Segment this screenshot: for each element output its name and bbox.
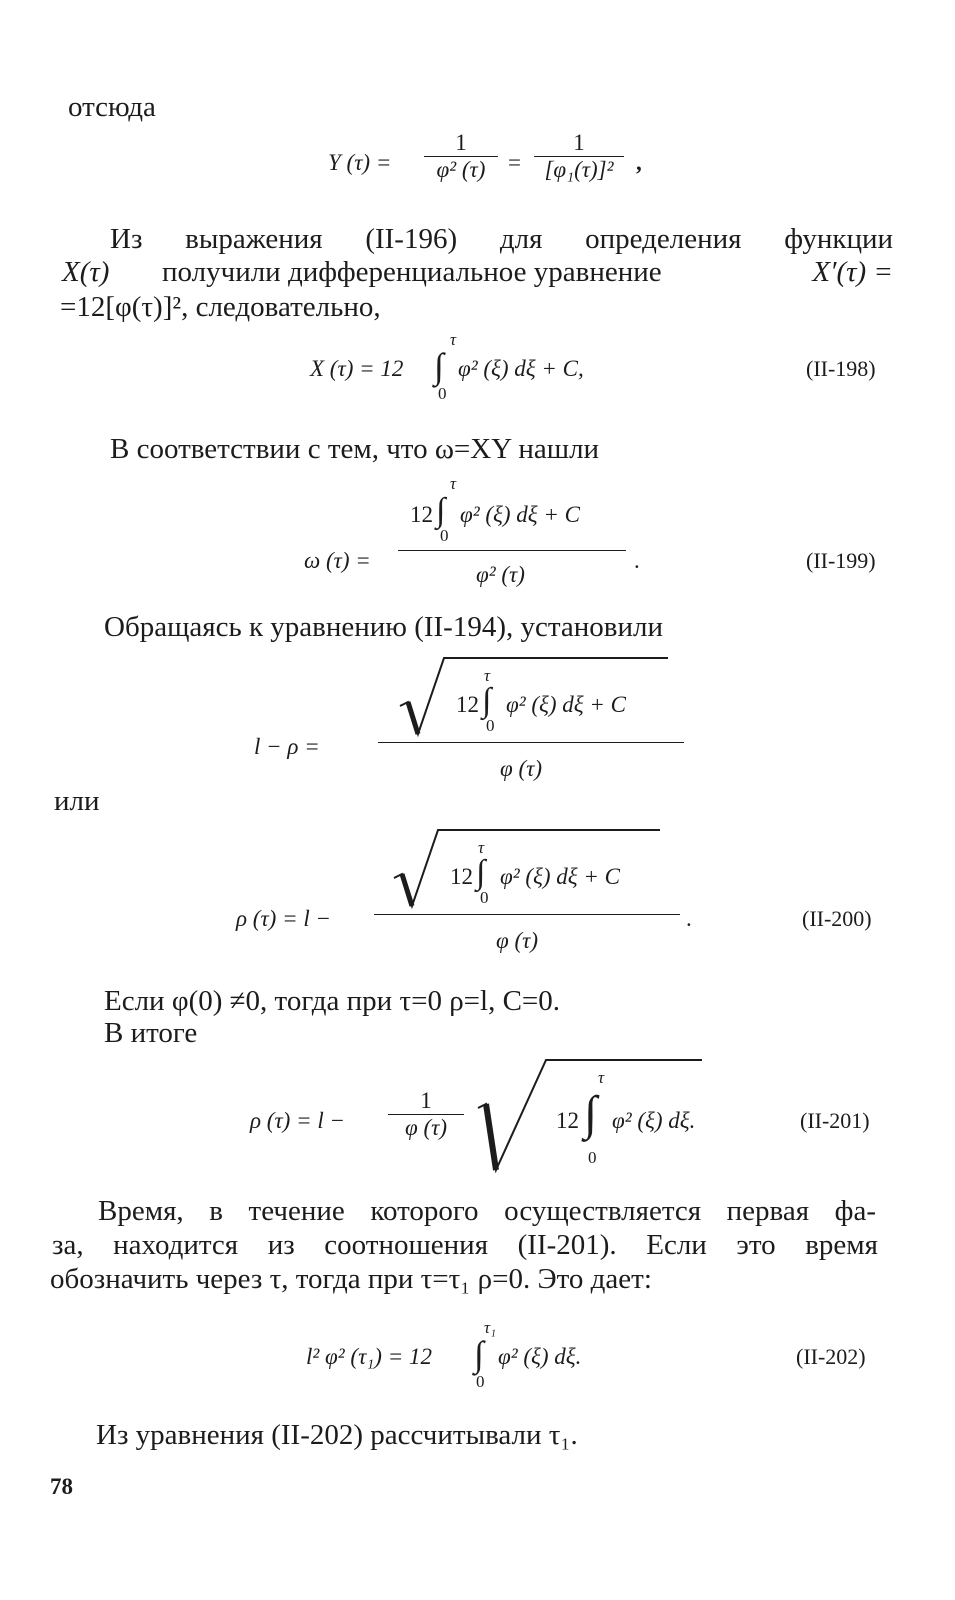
eq199-end: . — [634, 548, 640, 573]
eq202-lhs: l² φ² (τ₁) = 12 — [306, 1344, 432, 1369]
text-p6: Из уравнения (II-202) рассчитывали τ₁. — [96, 1419, 578, 1451]
eq-y-mid: = — [508, 150, 521, 175]
eq-y-lhs: Y (τ) = — [328, 150, 392, 175]
eq200-upper: τ — [478, 838, 485, 857]
eq199-fraction-bar — [398, 550, 626, 551]
eq201-integral-icon: ∫ — [584, 1087, 598, 1140]
eq-lrho-lower: 0 — [486, 716, 495, 735]
eq198-lower: 0 — [438, 384, 447, 403]
text-p1-line2b: получили дифференциальное уравнение — [162, 256, 662, 288]
eq-lrho-upper: τ — [484, 666, 491, 685]
text-p5-line2: за, находится из соотношения (II-201). Если это время — [52, 1229, 878, 1261]
eq-y-frac2 — [534, 130, 624, 183]
eq-lrho-num-integrand: φ² (ξ) dξ + C — [506, 692, 626, 717]
text-p2: В соответствии с тем, что ω=XY нашли — [110, 433, 600, 465]
eq200-end: . — [686, 906, 692, 931]
eq200-den: φ (τ) — [496, 928, 539, 953]
eq200-fraction-bar — [374, 914, 680, 915]
eq198-integrand: φ² (ξ) dξ + C, — [458, 356, 584, 381]
eq199-upper: τ — [450, 474, 457, 493]
page-number: 78 — [50, 1474, 73, 1499]
text-p3: Обращаясь к уравнению (II-194), установили — [104, 611, 663, 643]
eq201-coef: 12 — [556, 1108, 579, 1133]
eq198-lhs: X (τ) = 12 — [310, 356, 404, 381]
eq199-num-coef: 12 — [410, 502, 433, 527]
eq200-lower: 0 — [480, 888, 489, 907]
text-p5-line1: Время, в течение которого осуществляется первая фа- — [98, 1195, 876, 1227]
eq199-num-integrand: φ² (ξ) dξ + C — [460, 502, 580, 527]
eq201-lhs: ρ (τ) = l − — [250, 1108, 346, 1133]
text-p4-line2: В итоге — [104, 1017, 198, 1049]
eq202-label: (II-202) — [796, 1344, 866, 1369]
eq-y-n2: 1 — [534, 130, 624, 157]
eq200-lhs: ρ (τ) = l − — [236, 906, 332, 931]
eq201-n: 1 — [388, 1088, 464, 1115]
text-or: или — [54, 785, 100, 817]
text-p1-line3: =12[φ(τ)]², следовательно, — [60, 291, 381, 323]
eq199-label: (II-199) — [806, 548, 876, 573]
eq199-lower: 0 — [440, 526, 449, 545]
eq200-integral-icon: ∫ — [476, 854, 486, 891]
text-intro: отсюда — [68, 91, 156, 123]
eq-y-d1: φ² (τ) — [436, 157, 486, 182]
eq202-integrand: φ² (ξ) dξ. — [498, 1344, 582, 1369]
eq-lrho-den: φ (τ) — [500, 756, 543, 781]
eq-lrho-lhs: l − ρ = — [254, 734, 320, 759]
eq202-lower: 0 — [476, 1372, 485, 1391]
eq199-den: φ² (τ) — [476, 562, 525, 587]
eq-lrho-integral-icon: ∫ — [482, 682, 492, 719]
eq201-integrand: φ² (ξ) dξ. — [612, 1108, 696, 1133]
text-p1-line2a: X(τ) — [62, 256, 110, 288]
eq202-upper: τ₁ — [484, 1318, 496, 1337]
text-p1-line1: Из выражения (II-196) для определения функции — [110, 223, 893, 255]
text-p1-line2c: X′(τ) = — [812, 256, 893, 288]
eq201-label: (II-201) — [800, 1108, 870, 1133]
eq201-d: φ (τ) — [404, 1115, 448, 1140]
text-p4-line1: Если φ(0) ≠0, тогда при τ=0 ρ=l, C=0. — [104, 985, 561, 1017]
eq-lrho-fraction-bar — [378, 742, 684, 743]
eq202-integral-icon: ∫ — [474, 1334, 484, 1374]
eq198-upper: τ — [450, 330, 457, 349]
eq-lrho-num-coef: 12 — [456, 692, 479, 717]
eq-y-n1: 1 — [424, 130, 498, 157]
eq-y-d2: [φ₁(τ)]² — [544, 157, 614, 182]
eq198-integral-icon: ∫ — [434, 346, 444, 386]
eq-y-frac1 — [424, 130, 498, 183]
eq199-integral-icon: ∫ — [436, 492, 446, 529]
eq201-upper: τ — [598, 1068, 605, 1087]
eq200-label: (II-200) — [802, 906, 872, 931]
text-p5-line3: обозначить через τ, тогда при τ=τ₁ ρ=0. Это дает: — [50, 1263, 652, 1295]
eq200-num-coef: 12 — [450, 864, 473, 889]
eq199-lhs: ω (τ) = — [304, 548, 371, 573]
eq201-frac — [388, 1088, 464, 1141]
eq201-lower: 0 — [588, 1148, 597, 1167]
eq198-label: (II-198) — [806, 356, 876, 381]
eq-y-end: , — [636, 150, 642, 175]
eq200-num-integrand: φ² (ξ) dξ + C — [500, 864, 620, 889]
